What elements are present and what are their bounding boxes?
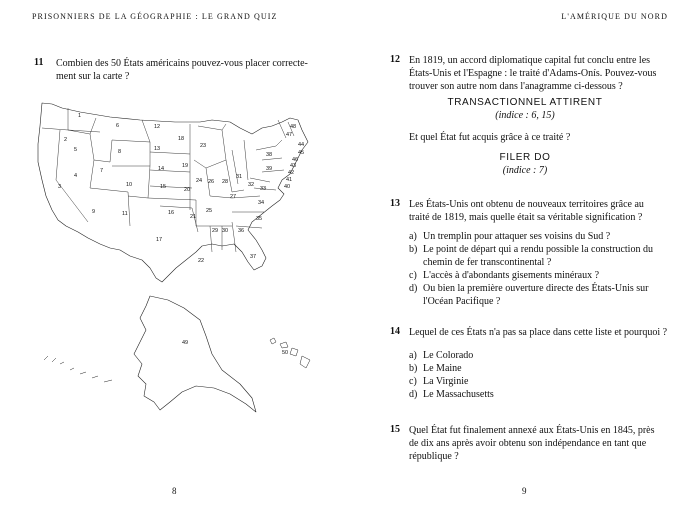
state-number: 37: [250, 254, 257, 260]
state-number: 4: [74, 173, 78, 179]
option-label: d): [409, 283, 418, 294]
q12-followup: Et quel État fut acquis grâce à ce traité ?: [409, 132, 571, 143]
state-number: 35: [256, 216, 263, 222]
state-number: 23: [200, 143, 207, 149]
q13-line: Les États-Unis ont obtenu de nouveaux territoires grâce au: [409, 199, 644, 210]
anagram-2: FILER DO: [499, 152, 551, 163]
q13-option-a: [409, 230, 610, 243]
state-number: 22: [198, 258, 205, 264]
option-label: c): [409, 376, 417, 387]
q13-option-d: [409, 282, 648, 308]
running-header-right: L'AMÉRIQUE DU NORD: [561, 12, 668, 21]
state-number: 8: [118, 149, 122, 155]
state-number: 7: [100, 168, 104, 174]
q13-line: traité de 1819, mais quelle était sa véritable signification ?: [409, 212, 643, 223]
state-number: 47: [286, 132, 293, 138]
q15-text: [409, 424, 654, 463]
alaska-outline: [134, 296, 256, 412]
state-number: 33: [260, 186, 267, 192]
state-number: 1: [78, 113, 82, 119]
state-number: 32: [248, 182, 255, 188]
q14-option-a: [409, 349, 473, 362]
q14-number: 14: [390, 326, 400, 337]
state-number: 21: [190, 214, 197, 220]
state-number: 12: [154, 124, 161, 130]
state-number: 46: [292, 157, 299, 163]
state-number: 42: [288, 170, 295, 176]
state-number: 50: [282, 350, 289, 356]
q15-line: de dix ans après avoir obtenu son indépendance en tant que: [409, 438, 647, 449]
page-number-right: 9: [522, 486, 527, 496]
q15-line: république ?: [409, 451, 459, 462]
state-number: 14: [158, 166, 165, 172]
option-text: Un tremplin pour attaquer ses voisins du Sud ?: [423, 231, 611, 242]
state-number: 36: [238, 228, 245, 234]
state-number: 5: [74, 147, 78, 153]
state-number: 41: [286, 177, 293, 183]
q13-option-c: [409, 269, 599, 282]
q11-line: Combien des 50 États américains pouvez-vous placer correcte-: [56, 58, 308, 69]
state-number: 11: [122, 211, 128, 217]
option-label: a): [409, 231, 417, 242]
option-text: La Virginie: [423, 376, 469, 387]
page-number-left: 8: [172, 486, 177, 496]
state-number: 38: [266, 152, 273, 158]
option-line: Le point de départ qui a rendu possible la construction du: [423, 244, 653, 255]
q12-line: États-Unis et l'Espagne : le traité d'Adams-Onís. Pouvez-vous: [409, 68, 657, 79]
option-line: chemin de fer transcontinental ?: [423, 257, 552, 268]
option-label: a): [409, 350, 417, 361]
q14-option-c: [409, 375, 468, 388]
q14-option-d: [409, 388, 494, 401]
state-number: 20: [184, 187, 191, 193]
option-line: l'Océan Pacifique ?: [423, 296, 501, 307]
q11-number: 11: [34, 57, 44, 68]
state-number: 25: [206, 208, 213, 214]
state-number: 30: [222, 228, 229, 234]
q15-number: 15: [390, 424, 400, 435]
running-header-left: PRISONNIERS DE LA GÉOGRAPHIE : LE GRAND QUIZ: [32, 12, 278, 21]
option-text: Le Massachusetts: [423, 389, 494, 400]
state-number: 27: [230, 194, 237, 200]
state-number: 44: [298, 142, 305, 148]
option-text: Le Colorado: [423, 350, 474, 361]
q12-text: [409, 54, 656, 93]
option-text: Le Maine: [423, 363, 462, 374]
option-label: c): [409, 270, 417, 281]
contiguous-us-outline: [38, 103, 308, 282]
state-number: 3: [58, 184, 62, 190]
q13-option-b: [409, 243, 653, 269]
q11-line: ment sur la carte ?: [56, 71, 130, 82]
q14-option-b: [409, 362, 462, 375]
state-number: 2: [64, 137, 68, 143]
state-number: 31: [236, 174, 243, 180]
anagram-1: TRANSACTIONNEL ATTIRENT: [447, 97, 603, 108]
state-number: 49: [182, 340, 189, 346]
q12-number: 12: [390, 54, 400, 65]
state-number: 40: [284, 184, 291, 190]
q13-text: [409, 198, 644, 224]
state-number: 16: [168, 210, 175, 216]
state-number: 13: [154, 146, 161, 152]
option-label: b): [409, 244, 418, 255]
state-number: 17: [156, 237, 163, 243]
aleutian-islands: [44, 356, 112, 382]
q12-line: trouver son autre nom dans l'anagramme ci-dessous ?: [409, 81, 623, 92]
right-page: [350, 0, 700, 519]
option-label: b): [409, 363, 418, 374]
option-label: d): [409, 389, 418, 400]
option-text: [423, 282, 648, 308]
option-line: Ou bien la première ouverture directe des États-Unis sur: [423, 283, 649, 294]
state-number: 45: [298, 150, 305, 156]
hawaii-islands: [270, 338, 310, 368]
state-number: 29: [212, 228, 219, 234]
option-text: [423, 243, 653, 269]
state-number: 34: [258, 200, 265, 206]
state-number: 6: [116, 123, 120, 129]
state-number: 18: [178, 136, 185, 142]
state-number: 9: [92, 209, 96, 215]
state-number: 10: [126, 182, 133, 188]
hint-2: (indice : 7): [502, 165, 548, 176]
q13-number: 13: [390, 198, 400, 209]
option-text: L'accès à d'abondants gisements minéraux ?: [423, 270, 600, 281]
state-number: 28: [222, 179, 229, 185]
state-number: 43: [290, 163, 297, 169]
q14-text: Lequel de ces États n'a pas sa place dans cette liste et pourquoi ?: [409, 327, 668, 338]
state-number: 26: [208, 179, 215, 185]
state-number: 15: [160, 184, 167, 190]
hint-1: (indice : 6, 15): [495, 110, 555, 121]
state-number: 19: [182, 163, 189, 169]
state-number: 39: [266, 166, 273, 172]
state-number: 48: [290, 124, 297, 130]
q15-line: Quel État fut finalement annexé aux États-Unis en 1845, près: [409, 425, 655, 436]
q12-line: En 1819, un accord diplomatique capital fut conclu entre les: [409, 55, 651, 66]
state-number: 24: [196, 178, 203, 184]
